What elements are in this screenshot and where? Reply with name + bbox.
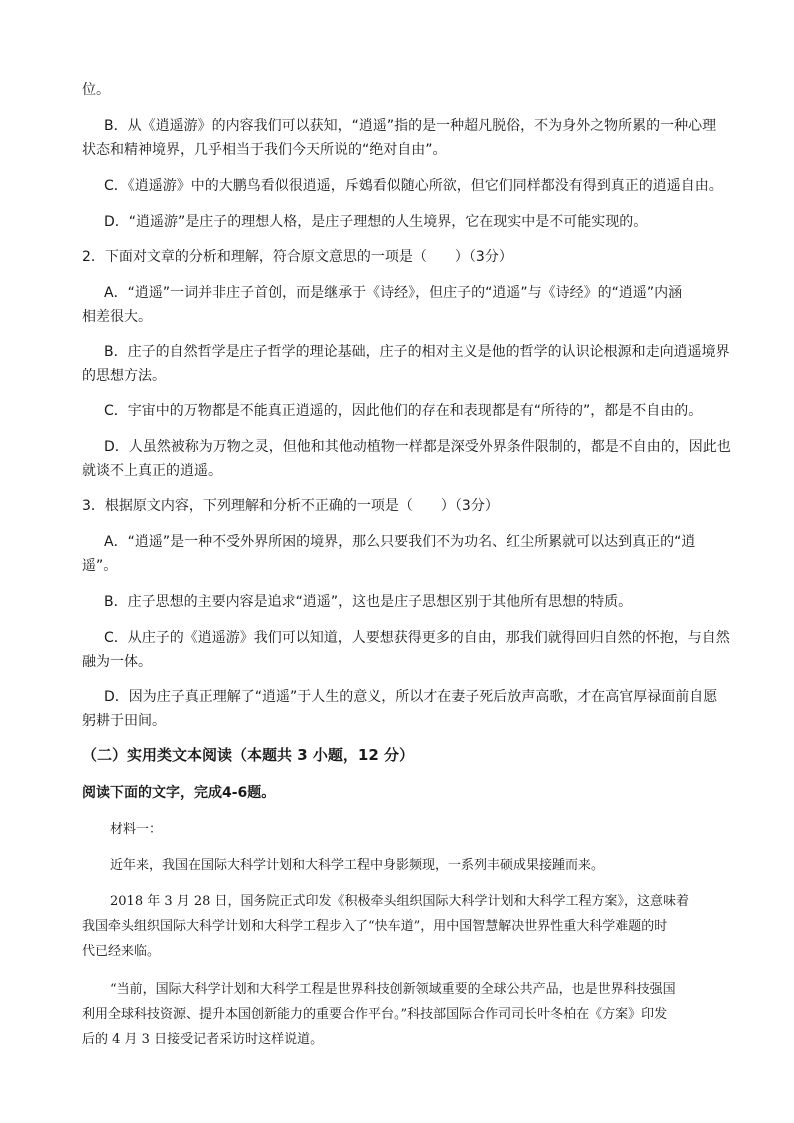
material-para3-line3: 后的 4 月 3 日接受记者采访时这样说道。: [82, 1032, 324, 1047]
material-para2-line3: 代已经来临。: [82, 944, 161, 959]
q3-option-d-line2: 躬耕于田间。: [82, 713, 166, 729]
q2-option-c: C．宇宙中的万物都是不能真正逍遥的，因此他们的存在和表现都是有“所待的”，都是不自由的。: [104, 403, 703, 419]
q1-option-c: C．《逍遥游》中的大鹏鸟看似很逍遥，斥鴳看似随心所欲，但它们同样都没有得到真正的逍遥自由。: [104, 178, 723, 194]
material-para2-line1: 2018 年 3 月 28 日，国务院正式印发《积极牵头组织国际大科学计划和大科学工程方案》，这意味着: [110, 894, 690, 909]
material-para1: 近年来，我国在国际大科学计划和大科学工程中身影频现，一系列丰硕成果接踵而来。: [110, 858, 605, 873]
q1-option-b-line2: 状态和精神境界，几乎相当于我们今天所说的“绝对自由”。: [82, 142, 447, 158]
q3-option-c-line2: 融为一体。: [82, 654, 152, 670]
q2-stem: 2．下面对文章的分析和理解，符合原文意思的一项是（ ）（3分）: [82, 249, 513, 265]
material-para2-line2: 我国牵头组织国际大科学计划和大科学工程步入了“快车道”，用中国智慧解决世界性重大科学难题的时: [82, 919, 668, 934]
q2-option-b-line2: 的思想方法。: [82, 368, 166, 384]
q2-option-b-line1: B．庄子的自然哲学是庄子哲学的理论基础，庄子的相对主义是他的哲学的认识论根源和走向逍遥境界: [104, 344, 730, 360]
q3-option-c-line1: C．从庄子的《逍遥游》我们可以知道，人要想获得更多的自由，那我们就得回归自然的怀抱，与自然: [104, 630, 730, 646]
q2-option-d-line1: D．人虽然被称为万物之灵，但他和其他动植物一样都是深受外界条件限制的，都是不自由的，因此也: [104, 439, 731, 455]
q3-stem: 3．根据原文内容，下列理解和分析不正确的一项是（ ）（3分）: [82, 498, 499, 514]
q2-option-d-line2: 就谈不上真正的逍遥。: [82, 463, 222, 479]
section-heading: （二）实用类文本阅读（本题共 3 小题，12 分）: [82, 746, 414, 764]
q1-option-b-line1: B．从《逍遥游》的内容我们可以获知，“逍遥”指的是一种超凡脱俗，不为身外之物所累的一种心理: [104, 118, 717, 134]
material-label: 材料一：: [110, 822, 163, 837]
material-para3-line2: 利用全球科技资源、提升本国创新能力的重要合作平台。”科技部国际合作司司长叶冬柏在《方案》印发: [82, 1007, 668, 1022]
q3-option-d-line1: D．因为庄子真正理解了“逍遥”于人生的意义，所以才在妻子死后放声高歌，才在高官厚禄面前自愿: [104, 689, 718, 705]
q2-option-a-line1: A．“逍遥”一词并非庄子首创，而是继承于《诗经》，但庄子的“逍遥”与《诗经》的“逍遥”内涵: [104, 285, 683, 301]
q1-option-a-tail: 位。: [82, 82, 110, 98]
q2-option-a-line2: 相差很大。: [82, 309, 152, 325]
q1-option-d: D．“逍遥游”是庄子的理想人格，是庄子理想的人生境界，它在现实中是不可能实现的。: [104, 214, 648, 230]
material-para3-line1: “当前，国际大科学计划和大科学工程是世界科技创新领域重要的全球公共产品，也是世界科技强国: [110, 982, 676, 997]
q3-option-a-line1: A．“逍遥”是一种不受外界所困的境界，那么只要我们不为功名、红尘所累就可以达到真正的“逍: [104, 534, 696, 550]
q3-option-a-line2: 遥”。: [82, 558, 118, 574]
q3-option-b: B．庄子思想的主要内容是追求“逍遥”，这也是庄子思想区别于其他所有思想的特质。: [104, 594, 633, 610]
section-instruction: 阅读下面的文字，完成4-6题。: [82, 785, 276, 801]
